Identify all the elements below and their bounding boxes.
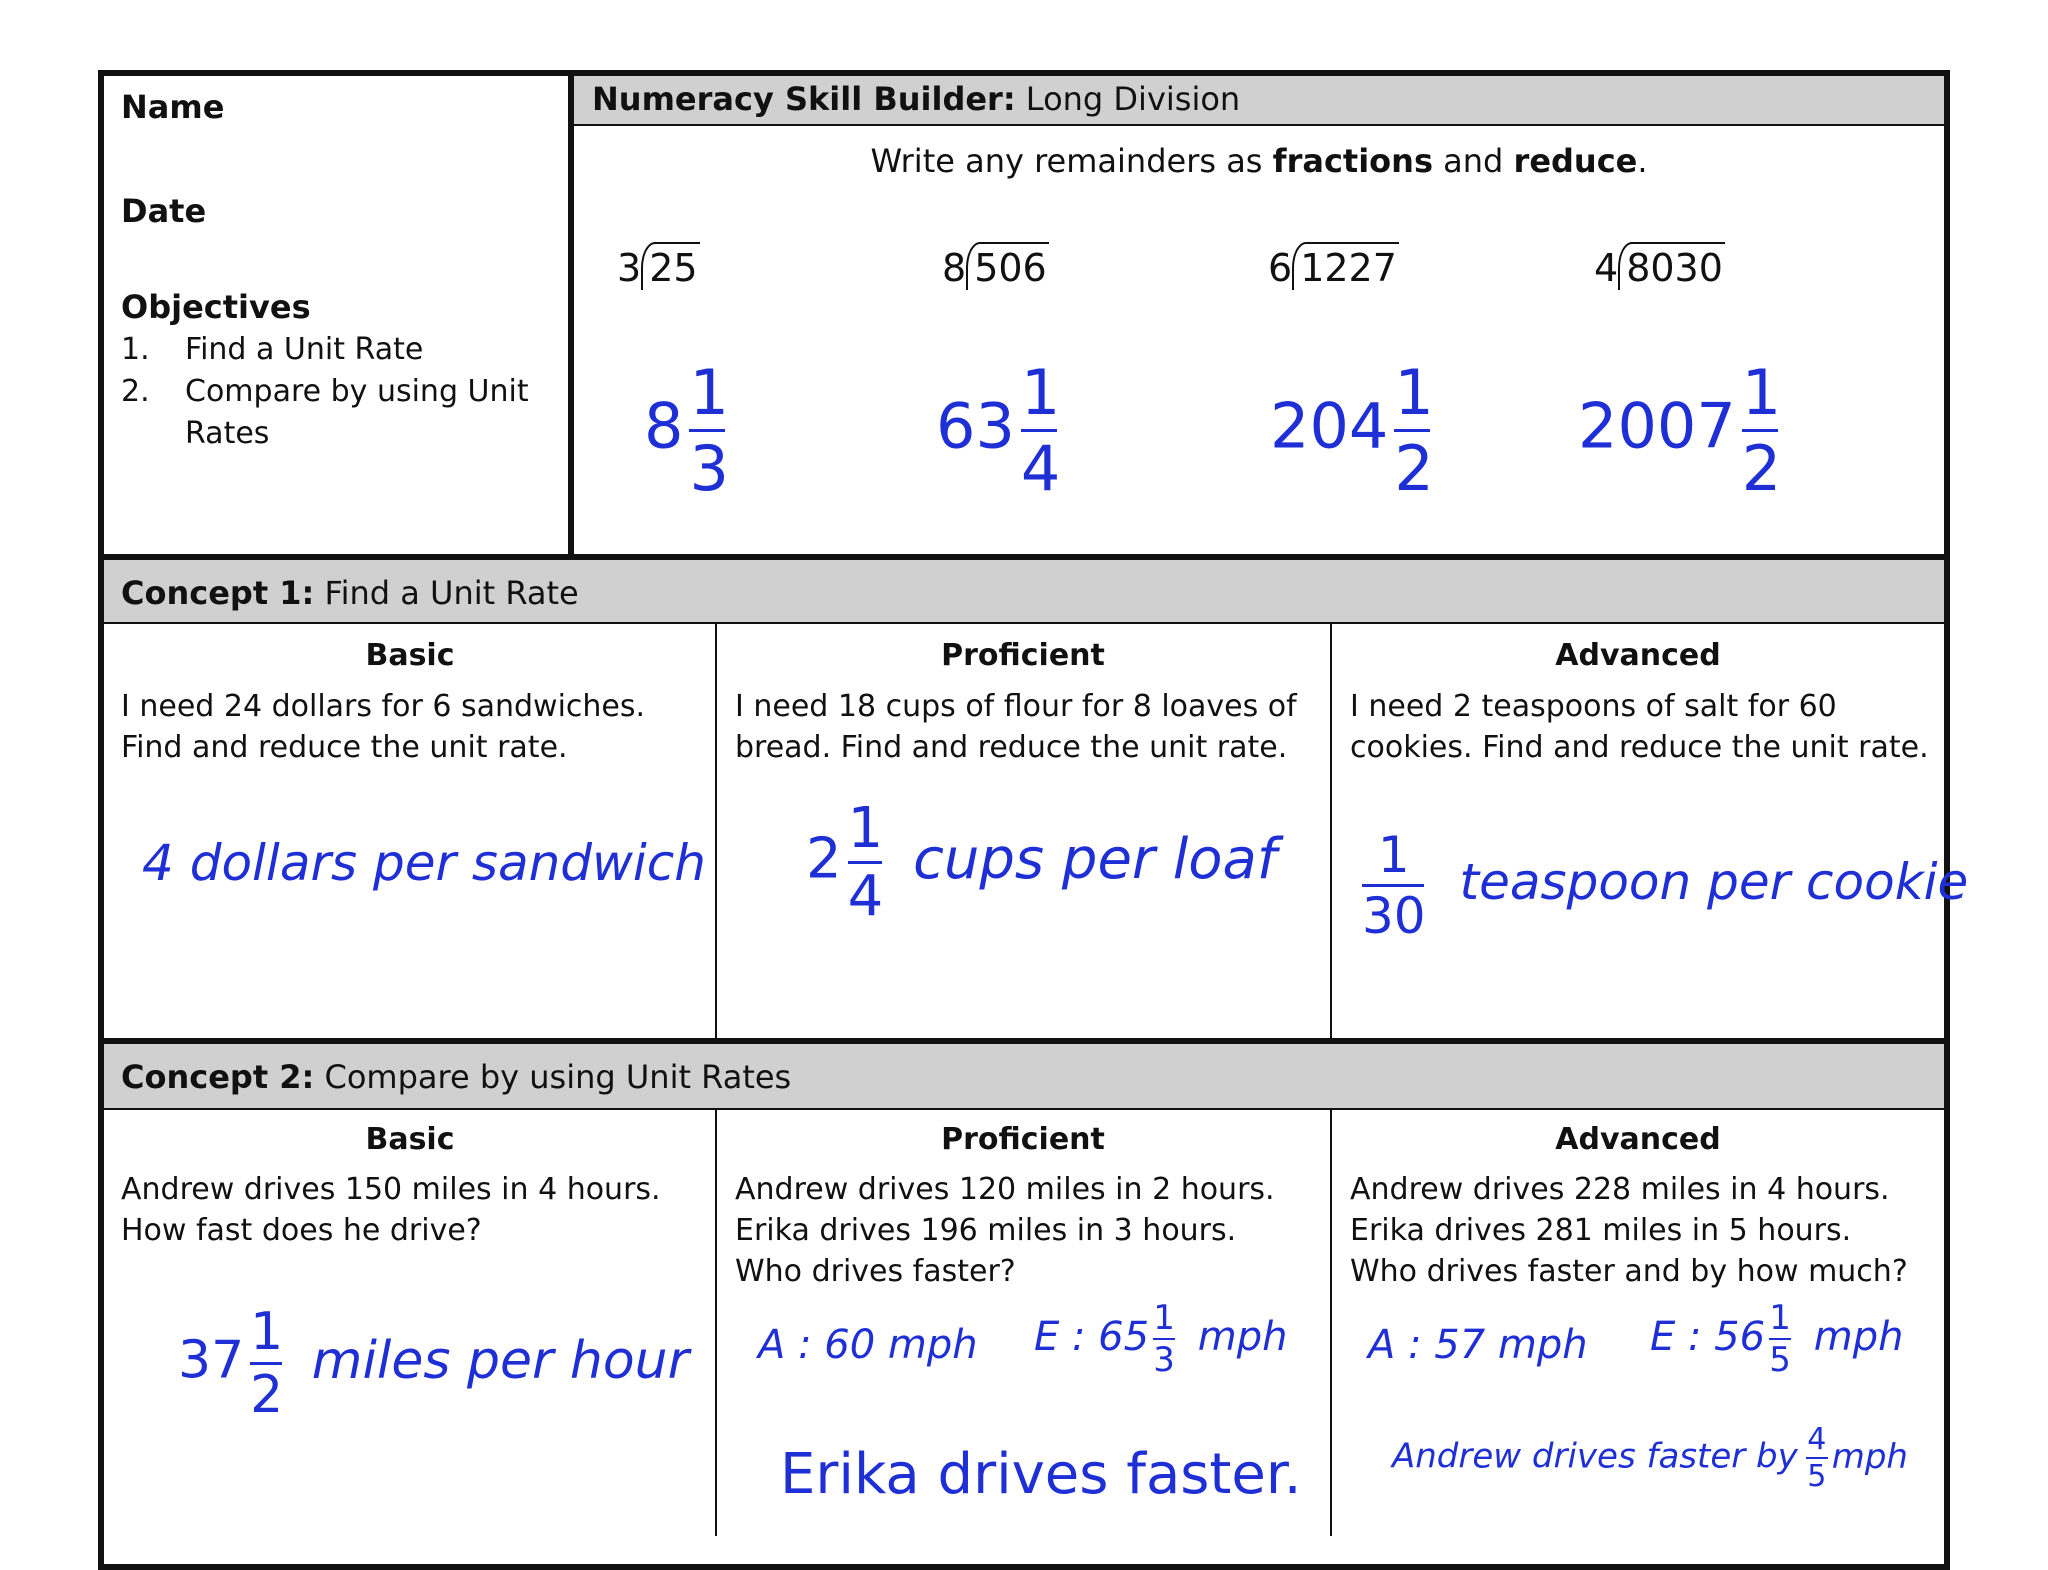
concept1-col-line [1330, 624, 1332, 1038]
objectives-list [121, 329, 529, 455]
concept2-advanced-conclusion: Andrew drives faster by $\frac{4}{5}$ mph [1392, 1422, 1908, 1494]
concept2-basic-tier: Basic [365, 1122, 455, 1157]
concept1-proficient-problem: I need 18 cups of flour for 8 loaves of bread. Find and reduce the unit rate. [735, 689, 1297, 765]
concept2-proficient-problem: Andrew drives 120 miles in 2 hours. Erika drives 196 miles in 3 hours. Who drives faster? [735, 1172, 1275, 1289]
division-problem-3: 6 1227 [1268, 242, 1399, 290]
concept1-basic-answer: 4 dollars per sandwich [142, 834, 706, 892]
numeracy-title: Numeracy Skill Builder: Long Division [592, 80, 1241, 118]
concept2-basic-problem: Andrew drives 150 miles in 4 hours. How fast does he drive? [121, 1172, 661, 1248]
concept2-col-line [715, 1110, 717, 1536]
concept2-advanced-problem: Andrew drives 228 miles in 4 hours. Erika drives 281 miles in 5 hours. Who drives faster and by how much? [1350, 1172, 1908, 1289]
concept1-advanced-problem: I need 2 teaspoons of salt for 60 cookies. Find and reduce the unit rate. [1350, 689, 1929, 765]
division-answer-1: 8 $\frac{1}{3}$ [644, 356, 729, 505]
division-answer-2: 63 $\frac{1}{4}$ [936, 356, 1061, 505]
division-problem-1: 3 25 [617, 242, 700, 290]
concept1-advanced-answer: $\frac{1}{30}$ teaspoon per cookie [1362, 826, 1969, 945]
concept1-title: Concept 1: Find a Unit Rate [121, 574, 579, 612]
concept2-advanced-erika-rate: E : 56 $\frac{1}{5}$ mph [1650, 1298, 1904, 1380]
division-problem-2: 8 506 [942, 242, 1049, 290]
concept2-advanced-andrew-rate: A : 57 mph [1368, 1322, 1588, 1368]
division-answer-4: 2007 $\frac{1}{2}$ [1578, 356, 1782, 505]
concept2-title: Concept 2: Compare by using Unit Rates [121, 1058, 792, 1096]
numeracy-instructions: Write any remainders as fractions and reduce. [870, 142, 1648, 180]
concept1-basic-tier: Basic [365, 638, 455, 673]
concept2-proficient-erika-rate: E : 65 $\frac{1}{3}$ mph [1034, 1298, 1288, 1380]
date-label: Date [121, 192, 207, 230]
concept2-advanced-tier: Advanced [1555, 1122, 1721, 1157]
name-label: Name [121, 88, 225, 126]
concept1-basic-problem: I need 24 dollars for 6 sandwiches. Find and reduce the unit rate. [121, 689, 646, 765]
concept2-proficient-andrew-rate: A : 60 mph [758, 1322, 978, 1368]
objective-item: 2. Compare by using Unit [121, 374, 529, 409]
concept2-proficient-conclusion: Erika drives faster. [780, 1442, 1302, 1507]
concept1-col-line [715, 624, 717, 1038]
division-answer-3: 204 $\frac{1}{2}$ [1270, 356, 1434, 505]
concept2-proficient-tier: Proficient [941, 1122, 1105, 1157]
objectives-label: Objectives [121, 288, 311, 326]
concept1-proficient-answer: 2 $\frac{1}{4}$ cups per loaf [806, 796, 1277, 929]
concept2-basic-answer: 37 $\frac{1}{2}$ miles per hour [178, 1302, 689, 1425]
concept1-advanced-tier: Advanced [1555, 638, 1721, 673]
concept2-col-line [1330, 1110, 1332, 1536]
objective-item: Rates [185, 416, 270, 451]
objective-item: 1. Find a Unit Rate [121, 332, 424, 367]
concept1-proficient-tier: Proficient [941, 638, 1105, 673]
division-problem-4: 4 8030 [1594, 242, 1725, 290]
